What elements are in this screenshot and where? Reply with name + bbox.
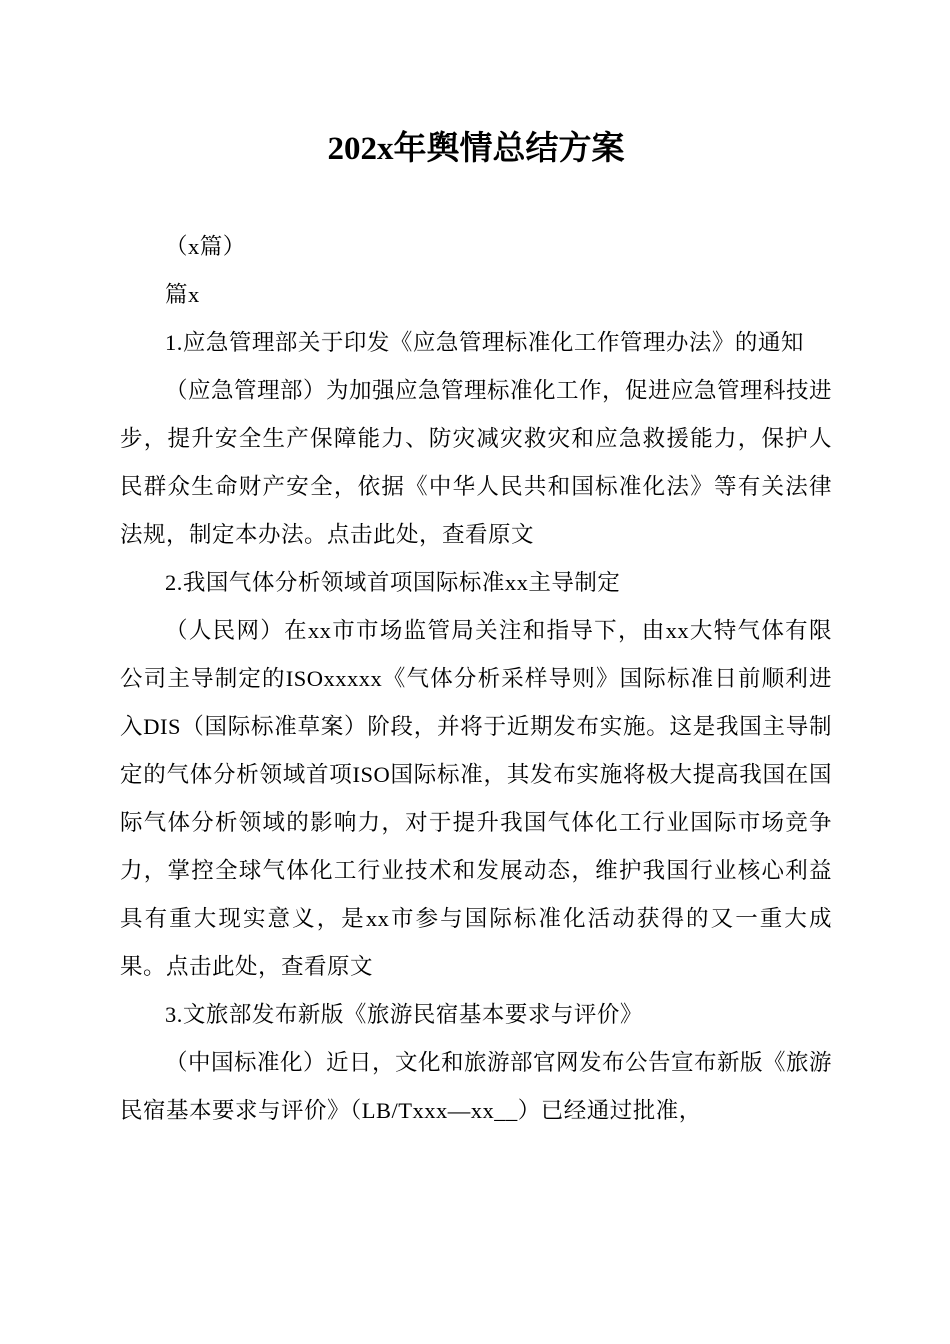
paragraph-count-line: （x篇）	[165, 233, 246, 259]
paragraph-section-label: 篇x	[165, 281, 200, 307]
paragraph-item-2-heading: 2.我国气体分析领域首项国际标准xx主导制定	[165, 569, 621, 595]
paragraph-item-1-body: （应急管理部）为加强应急管理标准化工作，促进应急管理科技进步，提升安全生产保障能力、防灾减灾救灾和应急救援能力，保护人民群众生命财产安全，依据《中华人民共和国标准化法》等有关法律法规，制定本办法。点击此处，查看原文	[120, 377, 833, 547]
paragraph-item-1-heading: 1.应急管理部关于印发《应急管理标准化工作管理办法》的通知	[165, 329, 804, 355]
document-title: 202x年舆情总结方案	[327, 131, 625, 167]
paragraph-item-3-body: （中国标准化）近日，文化和旅游部官网发布公告宣布新版《旅游民宿基本要求与评价》（LB/Txxx—xx__）已经通过批准，	[120, 1049, 833, 1123]
paragraph-item-3-heading: 3.文旅部发布新版《旅游民宿基本要求与评价》	[165, 1001, 643, 1027]
paragraph-item-2-body: （人民网）在xx市市场监管局关注和指导下，由xx大特气体有限公司主导制定的ISOxxxxx《气体分析采样导则》国际标准日前顺利进入DIS（国际标准草案）阶段，并将于近期发布实施。这是我国主导制定的气体分析领域首项ISO国际标准，其发布实施将极大提高我国在国际气体分析领域的影响力，对于提升我国气体化工行业国际市场竞争力，掌控全球气体化工行业技术和发展动态，维护我国行业核心利益具有重大现实意义，是xx市参与国际标准化活动获得的又一重大成果。点击此处，查看原文	[120, 617, 832, 979]
